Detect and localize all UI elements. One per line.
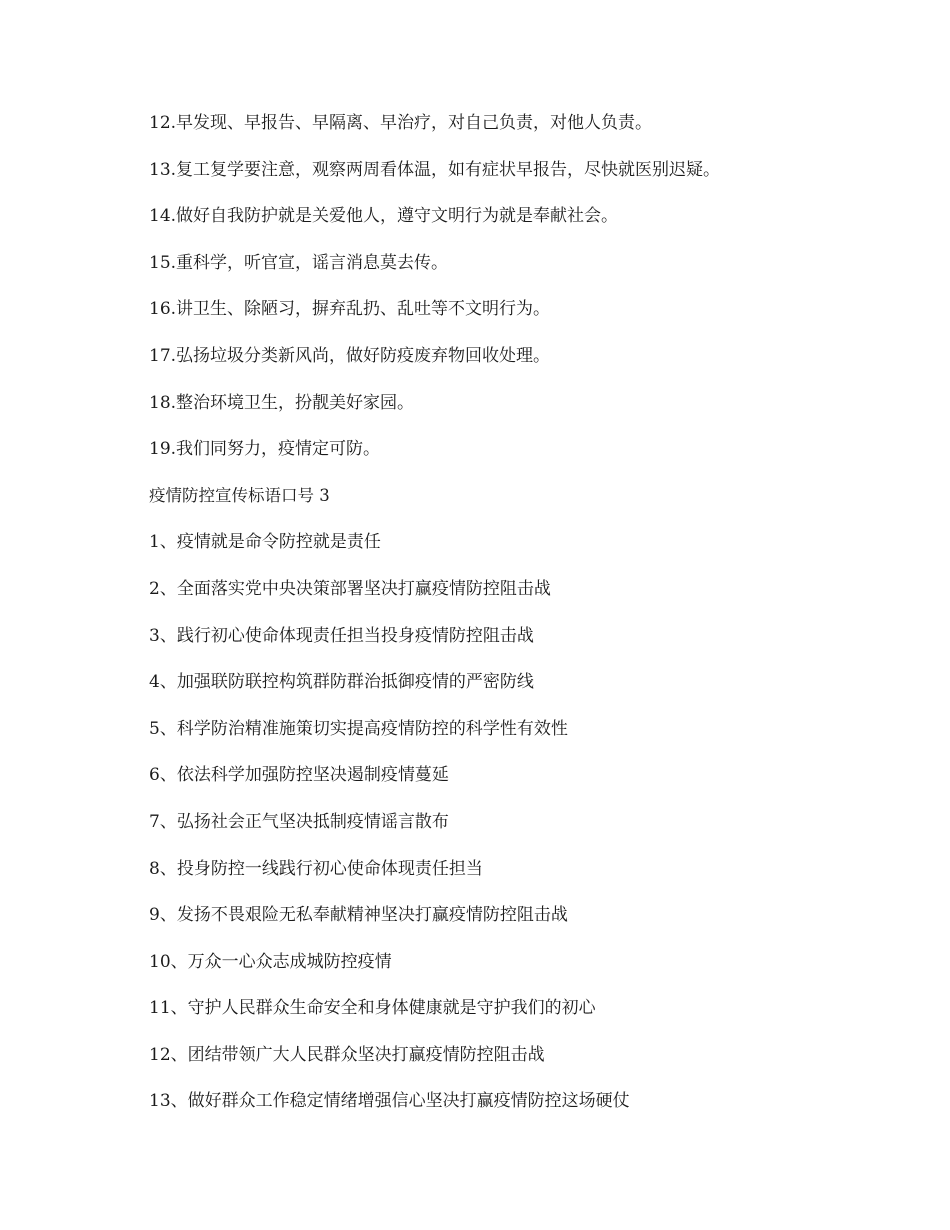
- slogan-2: 2、全面落实党中央决策部署坚决打赢疫情防控阻击战: [149, 578, 551, 599]
- slogan-7: 7、弘扬社会正气坚决抵制疫情谣言散布: [149, 811, 449, 832]
- slogan-9: 9、发扬不畏艰险无私奉献精神坚决打赢疫情防控阻击战: [149, 905, 568, 926]
- text-line-18: 18.整治环境卫生，扮靓美好家园。: [149, 392, 415, 413]
- text-line-13: 13.复工复学要注意，观察两周看体温，如有症状早报告，尽快就医别迟疑。: [149, 159, 721, 180]
- slogan-3: 3、践行初心使命体现责任担当投身疫情防控阻击战: [149, 625, 534, 646]
- slogan-13: 13、做好群众工作稳定情绪增强信心坚决打赢疫情防控这场硬仗: [149, 1091, 630, 1112]
- slogan-11: 11、守护人民群众生命安全和身体健康就是守护我们的初心: [149, 998, 596, 1019]
- text-line-16: 16.讲卫生、除陋习，摒弃乱扔、乱吐等不文明行为。: [149, 299, 551, 320]
- section-heading: 疫情防控宣传标语口号 3: [149, 485, 330, 505]
- slogan-8: 8、投身防控一线践行初心使命体现责任担当: [149, 858, 483, 879]
- text-line-12: 12.早发现、早报告、早隔离、早治疗，对自己负责，对他人负责。: [149, 113, 653, 133]
- slogan-4: 4、加强联防联控构筑群防群治抵御疫情的严密防线: [149, 672, 534, 693]
- text-line-17: 17.弘扬垃圾分类新风尚，做好防疫废弃物回收处理。: [149, 345, 551, 366]
- slogan-10: 10、万众一心众志成城防控疫情: [149, 951, 392, 972]
- text-line-15: 15.重科学，听官宣，谣言消息莫去传。: [149, 252, 449, 273]
- slogan-1: 1、疫情就是命令防控就是责任: [149, 532, 381, 553]
- slogan-6: 6、依法科学加强防控坚决遏制疫情蔓延: [149, 765, 449, 786]
- slogan-5: 5、科学防治精准施策切实提高疫情防控的科学性有效性: [149, 718, 568, 739]
- text-line-19: 19.我们同努力，疫情定可防。: [149, 439, 381, 460]
- document-body: [149, 108, 849, 1133]
- slogan-12: 12、团结带领广大人民群众坚决打赢疫情防控阻击战: [149, 1044, 545, 1065]
- text-line-14: 14.做好自我防护就是关爱他人，遵守文明行为就是奉献社会。: [149, 206, 619, 227]
